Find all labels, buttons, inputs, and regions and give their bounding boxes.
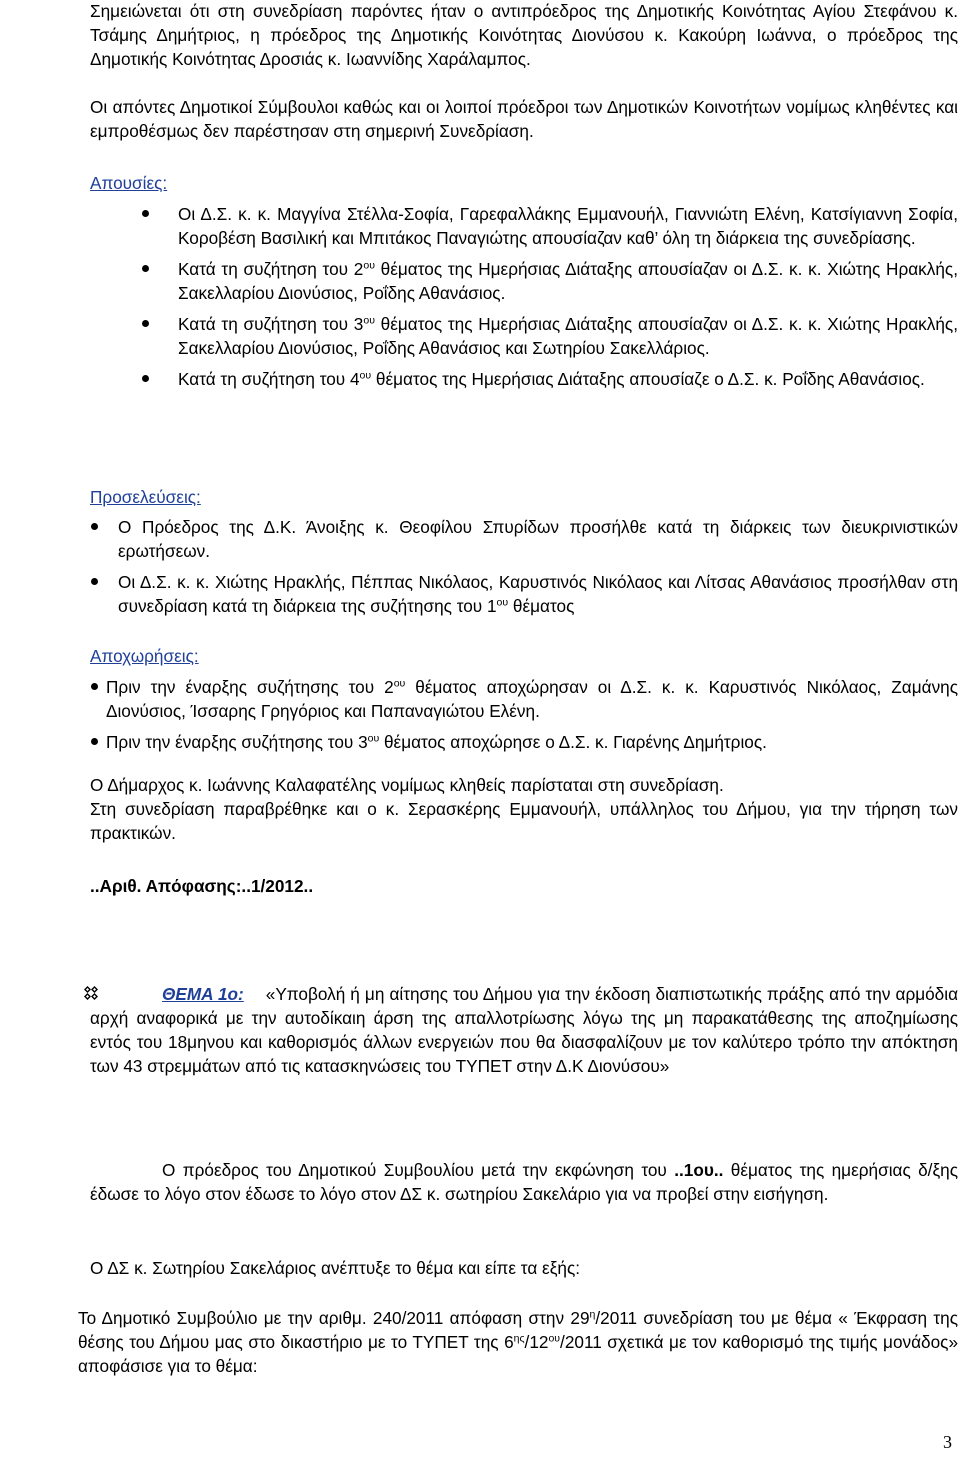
mayor-line-1: Ο Δήμαρχος κ. Ιωάννης Καλαφατέλης νομίμως κληθείς παρίσταται στη συνεδρίαση.	[90, 775, 724, 795]
absence-item-4: Κατά τη συζήτηση του $4^{o\upsilon}$ θέματος της Ημερήσιας Διάταξης απουσίαζε ο Δ.Σ. κ. Ροΐδης Αθανάσιος.	[178, 367, 958, 391]
absences-list	[178, 202, 958, 398]
topic-label: ΘΕΜΑ 1ο:	[162, 984, 244, 1004]
chair-paragraph: Ο πρόεδρος του Δημοτικού Συμβουλίου μετά την εκφώνηση του ..1ου.. θέματος της ημερήσιας δ/ξης έδωσε το λόγο στον έδωσε το λόγο στον ΔΣ κ. σωτηρίου Σακελάριο για να προβεί στην εισήγηση.	[90, 1160, 959, 1204]
departure-item-2: Πριν την έναρξης συζήτησης του $3^{o\upsilon}$ θέματος αποχώρησε ο Δ.Σ. κ. Γιαρένης Δημήτριος.	[106, 730, 958, 754]
topic-text: «Υποβολή ή μη αίτησης του Δήμου για την έκδοση διαπιστωτικής πράξης από την αρμόδια αρχή αναφορικά με την αυτοδίκαιη άρση της απαλλοτρίωσης λόγω της μη παρακατάθεσης της αποζημίωσης εντός του 18μηνου και καθορισμός άλλων ενεργειών που θα διασφαλίζουν με τον καλύτερο τρόπο την απόκτηση των 43 στρεμμάτων από τις κατασκηνώσεις του ΤΥΠΕΤ στην Δ.Κ Διονύσου»	[90, 984, 959, 1076]
absence-item-3: Κατά τη συζήτηση του $3^{o\upsilon}$ θέματος της Ημερήσιας Διάταξης απουσίαζαν οι Δ.Σ. κ. κ. Χιώτης Ηρακλής, Σακελλαρίου Διονύσιος, Ροΐδης Αθανάσιος και Σωτηρίου Σακελλάριος.	[178, 314, 958, 358]
arrival-item-1: Ο Πρόεδρος της Δ.Κ. Άνοιξης κ. Θεοφίλου Σπυρίδων προσήλθε κατά τη διάρκεις των διευκρινιστικών ερωτήσεων.	[118, 517, 958, 561]
departures-heading: Αποχωρήσεις:	[90, 646, 199, 666]
decision-number: ..Αριθ. Απόφασης:..1/2012..	[90, 876, 314, 896]
intro-paragraph-1: Σημειώνεται ότι στη συνεδρίαση παρόντες ήταν ο αντιπρόεδρος της Δημοτικής Κοινότητας Αγίου Στεφάνου κ. Τσάμης Δημήτριος, η πρόεδρος της Δημοτικής Κοινότητας Διονύσου κ. Κακούρη Ιωάννα, ο πρόεδρος της Δημοτικής Κοινότητας Δροσιάς κ. Ιωαννίδης Χαράλαμπος.	[90, 1, 958, 69]
absence-item-2: Κατά τη συζήτηση του $2^{o\upsilon}$ θέματος της Ημερήσιας Διάταξης απουσίαζαν οι Δ.Σ. κ. κ. Χιώτης Ηρακλής, Σακελλαρίου Διονύσιος, Ροΐδης Αθανάσιος.	[178, 259, 958, 303]
intro-paragraph-2: Οι απόντες Δημοτικοί Σύμβουλοι καθώς και οι λοιποί πρόεδροι των Δημοτικών Κοινοτήτων νομίμως κληθέντες και εμπροθέσμως δεν παρέστησαν στη σημερινή Συνεδρίαση.	[90, 97, 958, 141]
absences-heading: Απουσίες:	[90, 173, 168, 193]
departures-list	[106, 675, 958, 761]
departure-item-1: Πριν την έναρξης συζήτησης του $2^{o\upsilon}$ θέματος αποχώρησαν οι Δ.Σ. κ. κ. Καρυστινός Νικόλαος, Ζαμάνης Διονύσιος, Ίσσαρης Γρηγόριος και Παπαναγιώτου Ελένη.	[106, 677, 959, 721]
council-paragraph: Το Δημοτικό Συμβούλιο με την αριθμ. 240/2011 απόφαση στην $29^\eta/2011$ συνεδρίαση του με θέμα « Έκφραση της θέσης του Δήμου μας στο δικαστήριο με το ΤΥΠΕΤ της $6^{\eta\varsigma}/12^{o\upsilon}/2011$ σχετικά με τον καθορισμό της τιμής μονάδος» αποφάσισε για το θέμα:	[78, 1308, 959, 1376]
absence-item-1: Οι Δ.Σ. κ. κ. Μαγγίνα Στέλλα-Σοφία, Γαρεφαλλάκης Εμμανουήλ, Γιαννιώτη Ελένη, Κατσίγιαννη Σοφία, Κοροβέση Βασιλική και Μπιτάκος Παναγιώτης απουσίαζαν καθ’ όλη τη διάρκεια της συνεδρίασης.	[178, 204, 958, 248]
page-number: 3	[943, 1432, 952, 1452]
arrival-item-2: Οι Δ.Σ. κ. κ. Χιώτης Ηρακλής, Πέππας Νικόλαος, Καρυστινός Νικόλαος και Λίτσας Αθανάσιος προσήλθαν στη συνεδρίαση κατά τη διάρκεια της συζήτησης του $1^{o\upsilon}$ θέματος	[118, 572, 958, 616]
arrivals-heading: Προσελεύσεις:	[90, 487, 201, 507]
mayor-line-2: Στη συνεδρίαση παραβρέθηκε και ο κ. Σερασκέρης Εμμανουήλ, υπάλληλος του Δήμου, για την τήρηση των πρακτικών.	[90, 799, 958, 843]
arrivals-list	[118, 515, 958, 625]
speaker-line: Ο ΔΣ κ. Σωτηρίου Σακελάριος ανέπτυξε το θέμα και είπε τα εξής:	[90, 1258, 581, 1278]
topic-paragraph	[90, 982, 958, 1078]
